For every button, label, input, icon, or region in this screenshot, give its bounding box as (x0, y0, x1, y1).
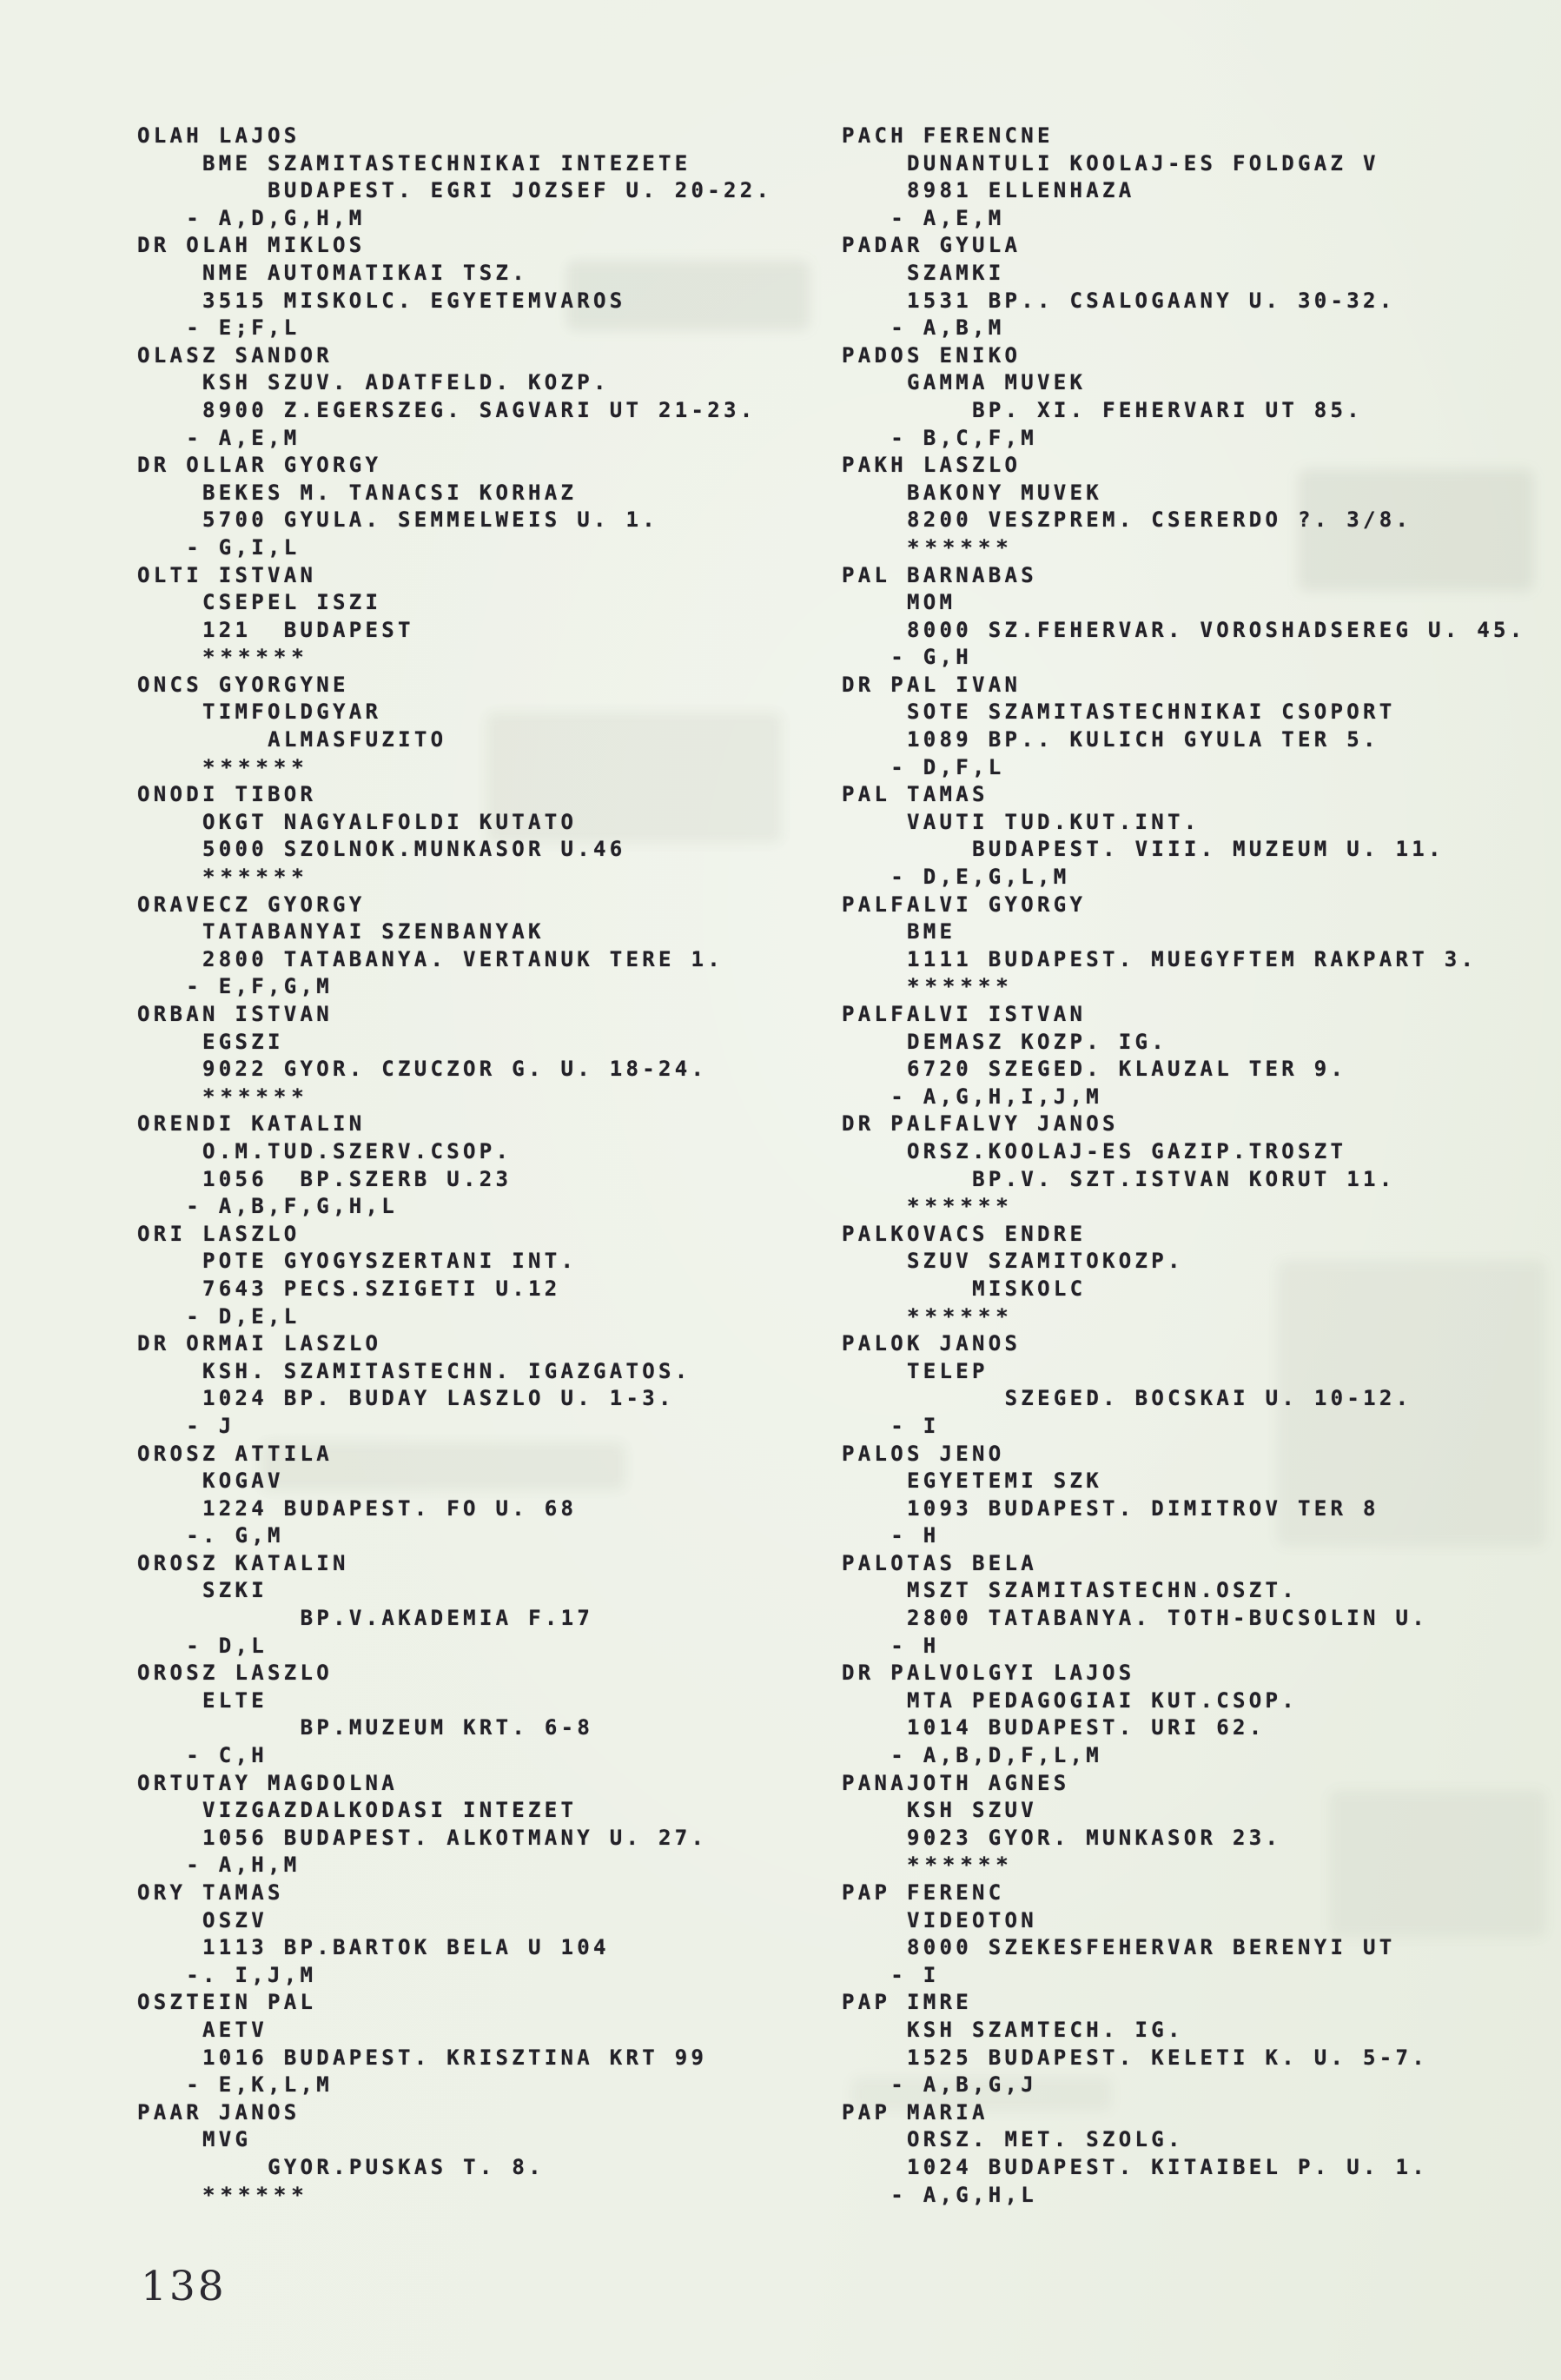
address-line: 1024 BUDAPEST. KITAIBEL P. U. 1. (907, 2154, 1429, 2179)
directory-entry (842, 1441, 1526, 1550)
organization-line: KSH SZUV. ADATFELD. KOZP. (202, 370, 610, 395)
person-name: PALOK JANOS (842, 1331, 1022, 1356)
directory-entry (842, 892, 1526, 1001)
organization-line: TATABANYAI SZENBANYAK (202, 919, 545, 945)
person-name: DR PALVOLGYI LAJOS (842, 1661, 1135, 1686)
directory-entry (842, 123, 1526, 232)
directory-entry (137, 452, 772, 561)
person-name: PAKH LASZLO (842, 453, 1022, 478)
person-name: DR PAL IVAN (842, 672, 1022, 697)
organization-line: KSH SZAMTECH. IG. (907, 2017, 1184, 2042)
address-line: 1525 BUDAPEST. KELETI K. U. 5-7. (907, 2045, 1429, 2070)
organization-line: TELEP (907, 1358, 989, 1383)
organization-line: VIZGAZDALKODASI INTEZET (202, 1798, 578, 1823)
codes-line: - D,F,L (890, 754, 1005, 779)
codes-line: - G,I,L (186, 534, 301, 560)
directory-entry (137, 1550, 772, 1660)
organization-line: ORSZ. MET. SZOLG. (907, 2127, 1184, 2152)
address-line: 1056 BUDAPEST. ALKOTMANY U. 27. (202, 1825, 708, 1850)
person-name: PALFALVI GYORGY (842, 892, 1087, 917)
address-line: 9022 GYOR. CZUCZOR G. U. 18-24. (202, 1057, 708, 1082)
person-name: PALOS JENO (842, 1441, 1005, 1466)
directory-entry (842, 1989, 1526, 2098)
codes-line: - A,G,H,I,J,M (890, 1084, 1103, 1109)
directory-entry (842, 1550, 1526, 1660)
codes-line: - A,H,M (186, 1853, 301, 1878)
entry-separator-stars: ****** (202, 645, 309, 670)
directory-entry (842, 562, 1526, 672)
codes-line: - A,B,D,F,L,M (890, 1743, 1103, 1768)
directory-entry (137, 342, 772, 452)
person-name: PAAR JANOS (137, 2099, 301, 2125)
codes-line: - A,G,H,L (890, 2182, 1038, 2207)
codes-line: - A,B,M (890, 315, 1005, 341)
organization-line: MVG (202, 2127, 252, 2152)
codes-line: - I (890, 1962, 940, 1987)
organization-line: POTE GYOGYSZERTANI INT. (202, 1249, 578, 1274)
directory-entry (137, 1989, 772, 2098)
directory-entry (842, 2099, 1526, 2209)
address-line: 1024 BP. BUDAY LASZLO U. 1-3. (202, 1386, 675, 1411)
codes-line: - C,H (186, 1743, 268, 1768)
codes-line: - A,E,M (890, 205, 1005, 230)
codes-line: - E,K,L,M (186, 2072, 334, 2098)
person-name: PAP MARIA (842, 2099, 989, 2125)
directory-entry (842, 1770, 1526, 1879)
organization-line: KSH SZUV (907, 1798, 1038, 1823)
address-line: 9023 GYOR. MUNKASOR 23. (907, 1825, 1282, 1850)
directory-entry (137, 1660, 772, 1769)
entry-separator-stars: ****** (907, 534, 1014, 560)
directory-entry (842, 1330, 1526, 1440)
codes-line: - E,F,G,M (186, 974, 334, 999)
person-name: ORI LASZLO (137, 1221, 301, 1246)
person-name: ORENDI KATALIN (137, 1111, 366, 1137)
directory-entry (842, 232, 1526, 341)
directory-entry (842, 781, 1526, 891)
directory-entry (842, 1660, 1526, 1769)
address-line: 8900 Z.EGERSZEG. SAGVARI UT 21-23. (202, 397, 757, 422)
directory-entry (137, 672, 772, 781)
codes-line: - H (890, 1633, 940, 1658)
codes-line: -. I,J,M (186, 1962, 317, 1987)
codes-line: - D,E,L (186, 1303, 301, 1329)
organization-line: DEMASZ KOZP. IG. (907, 1029, 1168, 1054)
codes-line: - G,H (890, 645, 973, 670)
address-line: 7643 PECS.SZIGETI U.12 (202, 1276, 561, 1301)
address-line: 1056 BP.SZERB U.23 (202, 1166, 513, 1191)
entry-separator-stars: ****** (907, 1303, 1014, 1329)
person-name: ONCS GYORGYNE (137, 672, 349, 697)
organization-line: SZKI (202, 1578, 268, 1603)
organization-line: TIMFOLDGYAR (202, 699, 382, 725)
directory-entry (842, 1221, 1526, 1330)
directory-entry (842, 1001, 1526, 1110)
address-line: BP.V. SZT.ISTVAN KORUT 11. (972, 1166, 1396, 1191)
codes-line: - D,E,G,L,M (890, 865, 1070, 890)
address-line: BP. XI. FEHERVARI UT 85. (972, 397, 1364, 422)
organization-line: EGSZI (202, 1029, 284, 1054)
person-name: ONODI TIBOR (137, 782, 317, 807)
codes-line: - A,D,G,H,M (186, 205, 366, 230)
address-line: GYOR.PUSKAS T. 8. (268, 2154, 545, 2179)
directory-entry (842, 1110, 1526, 1220)
codes-line: -. G,M (186, 1523, 284, 1548)
address-line: 5000 SZOLNOK.MUNKASOR U.46 (202, 837, 626, 862)
person-name: PADOS ENIKO (842, 342, 1022, 368)
codes-line: - A,B,G,J (890, 2072, 1038, 2098)
organization-line: O.M.TUD.SZERV.CSOP. (202, 1138, 513, 1163)
address-line: 8981 ELLENHAZA (907, 178, 1135, 203)
entry-separator-stars: ****** (907, 974, 1014, 999)
person-name: ORY TAMAS (137, 1880, 284, 1905)
person-name: OSZTEIN PAL (137, 1990, 317, 2015)
person-name: DR ORMAI LASZLO (137, 1331, 382, 1356)
organization-line: EGYETEMI SZK (907, 1468, 1103, 1494)
organization-line: VAUTI TUD.KUT.INT. (907, 809, 1201, 834)
person-name: OLAH LAJOS (137, 123, 301, 148)
person-name: OLASZ SANDOR (137, 342, 333, 368)
address-line: BP.MUZEUM KRT. 6-8 (300, 1715, 594, 1740)
person-name: PALKOVACS ENDRE (842, 1221, 1087, 1246)
address-line: 2800 TATABANYA. TOTH-BUCSOLIN U. (907, 1606, 1429, 1631)
organization-line: MOM (907, 590, 956, 615)
address-line: 1093 BUDAPEST. DIMITROV TER 8 (907, 1495, 1379, 1521)
organization-line: KOGAV (202, 1468, 284, 1494)
address-line: SZEGED. BOCSKAI U. 10-12. (1004, 1386, 1412, 1411)
address-line: 1016 BUDAPEST. KRISZTINA KRT 99 (202, 2045, 708, 2070)
organization-line: MSZT SZAMITASTECHN.OSZT. (907, 1578, 1299, 1603)
directory-entry (137, 1770, 772, 1879)
address-line: BP.V.AKADEMIA F.17 (300, 1606, 594, 1631)
entry-separator-stars: ****** (202, 754, 309, 779)
codes-line: - H (890, 1523, 940, 1548)
organization-line: KSH. SZAMITASTECHN. IGAZGATOS. (202, 1358, 691, 1383)
address-line: BUDAPEST. EGRI JOZSEF U. 20-22. (268, 178, 773, 203)
organization-line: AETV (202, 2017, 268, 2042)
directory-entry (842, 672, 1526, 781)
person-name: OLTI ISTVAN (137, 562, 317, 587)
directory-entry (842, 452, 1526, 561)
person-name: ORBAN ISTVAN (137, 1002, 333, 1026)
organization-line: VIDEOTON (907, 1907, 1038, 1933)
address-line: 1113 BP.BARTOK BELA U 104 (202, 1935, 610, 1960)
directory-entry (137, 562, 772, 672)
person-name: PANAJOTH AGNES (842, 1770, 1070, 1795)
address-line: 1531 BP.. CSALOGAANY U. 30-32. (907, 288, 1396, 313)
person-name: PAL BARNABAS (842, 562, 1037, 587)
organization-line: BEKES M. TANACSI KORHAZ (202, 480, 578, 505)
person-name: PADAR GYULA (842, 233, 1022, 258)
codes-line: - I (890, 1413, 940, 1438)
address-line: 8000 SZEKESFEHERVAR BERENYI UT (907, 1935, 1396, 1960)
person-name: PALOTAS BELA (842, 1550, 1037, 1575)
person-name: OROSZ KATALIN (137, 1550, 349, 1575)
organization-line: OKGT NAGYALFOLDI KUTATO (202, 809, 578, 834)
address-line: 121 BUDAPEST (202, 617, 414, 642)
directory-entry (137, 1110, 772, 1220)
directory-entry (137, 1330, 772, 1440)
organization-line: ELTE (202, 1687, 268, 1713)
directory-entry (137, 781, 772, 891)
address-line: 8200 VESZPREM. CSERERDO ?. 3/8. (907, 507, 1412, 533)
organization-line: DUNANTULI KOOLAJ-ES FOLDGAZ V (907, 150, 1379, 176)
person-name: ORTUTAY MAGDOLNA (137, 1770, 398, 1795)
address-line: 2800 TATABANYA. VERTANUK TERE 1. (202, 946, 724, 971)
address-line: 1224 BUDAPEST. FO U. 68 (202, 1495, 578, 1521)
directory-column-right (842, 123, 1526, 2209)
person-name: PALFALVI ISTVAN (842, 1002, 1087, 1026)
person-name: PAP FERENC (842, 1880, 1005, 1905)
directory-entry (137, 1221, 772, 1330)
directory-entry (137, 1879, 772, 1989)
codes-line: - A,B,F,G,H,L (186, 1194, 399, 1219)
address-line: 3515 MISKOLC. EGYETEMVAROS (202, 288, 626, 313)
address-line: 1111 BUDAPEST. MUEGYFTEM RAKPART 3. (907, 946, 1478, 971)
codes-line: - B,C,F,M (890, 425, 1038, 450)
organization-line: BME (907, 919, 956, 945)
codes-line: - D,L (186, 1633, 268, 1658)
directory-entry (137, 2099, 772, 2209)
directory-entry (137, 1441, 772, 1550)
codes-line: - A,E,M (186, 425, 301, 450)
person-name: PAP IMRE (842, 1990, 972, 2015)
organization-line: CSEPEL ISZI (202, 590, 382, 615)
entry-separator-stars: ****** (202, 1084, 309, 1109)
entry-separator-stars: ****** (907, 1194, 1014, 1219)
page-number: 138 (141, 2263, 227, 2310)
entry-separator-stars: ****** (202, 2182, 309, 2207)
directory-entry (137, 232, 772, 341)
directory-entry (137, 1001, 772, 1110)
directory-entry (842, 1879, 1526, 1989)
organization-line: BME SZAMITASTECHNIKAI INTEZETE (202, 150, 691, 176)
organization-line: SOTE SZAMITASTECHNIKAI CSOPORT (907, 699, 1396, 725)
address-line: 5700 GYULA. SEMMELWEIS U. 1. (202, 507, 659, 533)
organization-line: ORSZ.KOOLAJ-ES GAZIP.TROSZT (907, 1138, 1347, 1163)
directory-entry (137, 892, 772, 1001)
organization-line: MTA PEDAGOGIAI KUT.CSOP. (907, 1687, 1299, 1713)
directory-entry (137, 123, 772, 232)
address-line: 8000 SZ.FEHERVAR. VOROSHADSEREG U. 45. (907, 617, 1526, 642)
entry-separator-stars: ****** (907, 1853, 1014, 1878)
organization-line: SZUV SZAMITOKOZP. (907, 1249, 1184, 1274)
entry-separator-stars: ****** (202, 865, 309, 890)
address-line: 1089 BP.. KULICH GYULA TER 5. (907, 727, 1379, 752)
organization-line: BAKONY MUVEK (907, 480, 1103, 505)
person-name: OROSZ LASZLO (137, 1661, 333, 1686)
person-name: PAL TAMAS (842, 782, 989, 807)
organization-line: NME AUTOMATIKAI TSZ. (202, 260, 529, 285)
organization-line: OSZV (202, 1907, 268, 1933)
organization-line: SZAMKI (907, 260, 1005, 285)
address-line: MISKOLC (972, 1276, 1087, 1301)
directory-entry (842, 342, 1526, 452)
person-name: OROSZ ATTILA (137, 1441, 333, 1466)
person-name: ORAVECZ GYORGY (137, 892, 366, 917)
person-name: DR OLAH MIKLOS (137, 233, 366, 258)
address-line: ALMASFUZITO (268, 727, 447, 752)
codes-line: - J (186, 1413, 235, 1438)
codes-line: - E;F,L (186, 315, 301, 341)
organization-line: GAMMA MUVEK (907, 370, 1087, 395)
address-line: 6720 SZEGED. KLAUZAL TER 9. (907, 1057, 1347, 1082)
person-name: PACH FERENCNE (842, 123, 1054, 148)
directory-column-left (137, 123, 772, 2209)
person-name: DR PALFALVY JANOS (842, 1111, 1119, 1137)
address-line: BUDAPEST. VIII. MUZEUM U. 11. (972, 837, 1445, 862)
address-line: 1014 BUDAPEST. URI 62. (907, 1715, 1266, 1740)
person-name: DR OLLAR GYORGY (137, 453, 382, 478)
